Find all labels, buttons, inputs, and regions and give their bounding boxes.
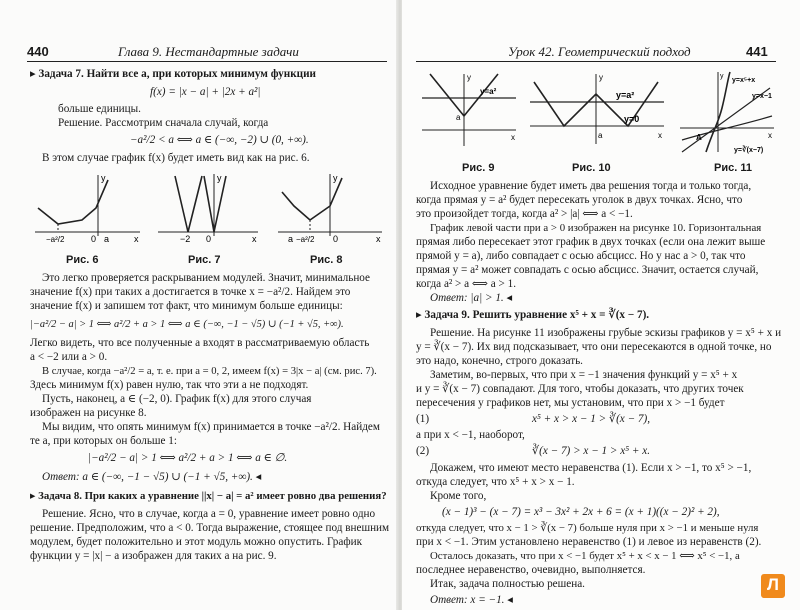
chapter-title: Урок 42. Геометрический подход [508, 44, 691, 59]
text-line: Решение. Рассмотрим сначала случай, когда [58, 117, 269, 129]
fig11-label: x [768, 131, 772, 140]
header-rule [27, 61, 387, 62]
text-line: откуда следует, что x − 1 > ∛(x − 7) больше нуля при x > −1 и меньше нуля [416, 522, 759, 534]
figure-7 [158, 174, 258, 236]
text-line: и y = ∛(x − 7) совпадают. Для того, чтобы доказать, что других точек [416, 383, 744, 395]
fig11-label: y [720, 73, 724, 80]
text-line: Заметим, во-первых, что при x = −1 значения функций y = x⁵ + x [430, 369, 738, 381]
fig10-label: y [599, 73, 603, 82]
logo-letter: Л [767, 575, 779, 594]
text-line: Кроме того, [430, 490, 487, 502]
fig8-label: y [333, 173, 338, 183]
answer: Ответ: |a| > 1. ◂ [430, 292, 513, 304]
figure-caption: Рис. 7 [188, 254, 221, 266]
text-line: больше единицы. [58, 103, 141, 115]
text-line: модулем, будет положительно и этот модуль можно опустить. График [30, 536, 363, 548]
fig9-label: a [456, 113, 461, 122]
text-line: a < −2 или a > 0. [30, 351, 108, 363]
text-line: Легко видеть, что все полученные a входят в рассматриваемую область [30, 337, 370, 349]
text-line: значение f(x) при таких a достигается в точке x = −a²/2. Найдем это [30, 286, 351, 298]
equation-number: (1) [416, 413, 430, 425]
fig9-label: x [511, 133, 515, 142]
fig11-label: A [696, 133, 702, 142]
problem-9-heading: ▸ Задача 9. Решить уравнение x⁵ + x = ∛(x − 7). [416, 309, 650, 321]
text-line: изображен на рисунке 8. [30, 407, 147, 419]
text-line: это надо, конечно, строго доказать. [416, 355, 583, 367]
figure-9 [422, 74, 516, 146]
text-line: последнее неравенство, очевидно, выполняется. [416, 564, 646, 576]
text-line: решение. Предположим, что a < 0. Тогда выражение, стоящее под внешним [30, 522, 390, 534]
text-line: значение f(x) и запишем тот факт, что минимум больше единицы: [30, 300, 343, 312]
text-line: Решение. Ясно, что в случае, когда a = 0, уравнение имеет ровно одно [42, 508, 376, 520]
text-line: это произойдет тогда, когда a² > |a| ⟺ a < −1. [416, 208, 633, 220]
fig6-label: x [134, 234, 139, 244]
right-page [402, 0, 800, 610]
publisher-logo [761, 574, 785, 598]
figure-caption: Рис. 8 [310, 254, 343, 266]
figure-caption: Рис. 10 [572, 162, 611, 174]
text-line: прямой y = a), либо совпадает с осью абсцисс. Но у нас a > 0, так что [416, 250, 746, 262]
figure-caption: Рис. 9 [462, 162, 495, 174]
fig9-label: y=a² [480, 87, 497, 96]
fig10-label: x [658, 131, 662, 140]
formula: |−a²/2 − a| > 1 ⟺ a²/2 + a > 1 ⟺ a ∈ ∅. [88, 452, 288, 464]
text-line: Здесь минимум f(x) равен нулю, так что эти a не подходят. [30, 379, 309, 391]
fig10-label: a [598, 131, 603, 140]
text-line: В этом случае график f(x) будет иметь вид как на рис. 6. [42, 152, 310, 164]
figure-caption: Рис. 11 [714, 162, 752, 174]
fig10-label: y=0 [624, 114, 640, 124]
text-line: прямая либо пересекает этот график в двух точках (если она лежит выше [416, 236, 766, 248]
answer: Ответ: x = −1. ◂ [430, 594, 513, 606]
problem-7-heading: ▸ Задача 7. Найти все a, при которых минимум функции [30, 68, 316, 80]
formula: −a²/2 < a ⟺ a ∈ (−∞, −2) ∪ (0, +∞). [130, 134, 309, 146]
text-line: Докажем, что имеют место неравенства (1). Если x > −1, то x⁵ > −1, [430, 462, 752, 474]
figure-10 [530, 74, 664, 144]
fig8-label: x [376, 234, 381, 244]
text-line: прямая y = a² может совпадать с осью абсцисс. Значит, остается случай, [416, 264, 759, 276]
figure-6 [35, 175, 140, 236]
text-line: y = ∛(x − 7). Их вид подсказывает, что они пересекаются в одной точке, но [416, 341, 772, 353]
text-line: функции y = |x| − a изображен для таких a на рис. 9. [30, 550, 277, 562]
fig6-label: a [104, 234, 110, 244]
fig7-label: x [252, 234, 257, 244]
figure-11 [680, 72, 774, 152]
text-line: Осталось доказать, что при x < −1 будет x⁵ + x < x − 1 ⟺ x⁵ < −1, а [430, 550, 740, 562]
fig8-label: a [288, 234, 294, 244]
fig7-label: −2 [180, 234, 191, 244]
left-page [0, 0, 398, 610]
figures-6-8 [30, 170, 390, 250]
text-line: при x < −1. Этим установлено неравенство (1) и левое из неравенств (2). [416, 536, 762, 548]
formula: f(x) = |x − a| + |2x + a²| [150, 86, 261, 98]
fig6-label: 0 [91, 234, 97, 244]
text-line: когда прямая y = a² будет пересекать уголок в двух точках. Ясно, что [416, 194, 743, 206]
text-line: Исходное уравнение будет иметь два решения тогда и только тогда, [430, 180, 752, 192]
fig11-label: y=x−1 [752, 93, 772, 100]
fig10-label: y=a² [616, 90, 635, 100]
text-line: Пусть, наконец, a ∈ (−2, 0). График f(x) для этого случая [42, 393, 312, 405]
problem-8-heading: ▸ Задача 8. При каких a уравнение ||x| − a| = a² имеет ровно два решения? [30, 490, 387, 502]
equation-number: (2) [416, 445, 430, 457]
formula: ∛(x − 7) > x − 1 > x⁵ + x. [532, 445, 651, 457]
text-line: те a, при которых он больше 1: [30, 435, 178, 447]
formula: (x − 1)³ − (x − 7) = x³ − 3x² + 2x + 6 = (x + 1)((x − 2)² + 2), [442, 506, 720, 518]
text-line: Решение. На рисунке 11 изображены грубые эскизы графиков y = x⁵ + x и [430, 327, 782, 339]
text-line: когда a² > a ⟺ a > 1. [416, 278, 517, 290]
page-number: 441 [746, 44, 768, 59]
figures-9-11 [418, 68, 778, 158]
fig11-label: y=∛(x−7) [734, 147, 764, 154]
fig8-label: −a²/2 [296, 235, 315, 244]
page-number: 440 [27, 44, 49, 59]
text-line: откуда следует, что x⁵ + x > x − 1. [416, 476, 575, 488]
formula: |−a²/2 − a| > 1 ⟺ a²/2 + a > 1 ⟺ a ∈ (−∞, −1 − √5) ∪ (−1 + √5, +∞). [30, 319, 344, 330]
fig11-label: y=x⁵+x [732, 77, 756, 84]
text-line: Итак, задача полностью решена. [430, 578, 585, 590]
chapter-title: Глава 9. Нестандартные задачи [118, 44, 299, 59]
fig7-label: y [217, 173, 222, 183]
text-line: График левой части при a > 0 изображен на рисунке 10. Горизонтальная [430, 222, 762, 234]
header-rule [416, 61, 776, 62]
fig7-label: 0 [206, 234, 212, 244]
formula: x⁵ + x > x − 1 > ∛(x − 7), [532, 413, 651, 425]
text-line: а при x < −1, наоборот, [416, 429, 525, 441]
answer: Ответ: a ∈ (−∞, −1 − √5) ∪ (−1 + √5, +∞). ◂ [42, 471, 262, 483]
text-line: Мы видим, что опять минимум f(x) принимается в точке −a²/2. Найдем [42, 421, 380, 433]
text-line: пересечения у графиков нет, мы установим, что при x > −1 будет [416, 397, 725, 409]
fig8-label: 0 [333, 234, 339, 244]
fig6-label: y [101, 173, 106, 183]
text-line: В случае, когда −a²/2 = a, т. е. при a = 0, 2, имеем f(x) = 3|x − a| (см. рис. 7). [42, 366, 377, 377]
fig6-label: −a²/2 [46, 235, 65, 244]
figure-8 [278, 174, 382, 236]
text-line: Это легко проверяется раскрыванием модулей. Значит, минимальное [42, 272, 371, 284]
figure-caption: Рис. 6 [66, 254, 99, 266]
fig9-label: y [467, 73, 471, 82]
